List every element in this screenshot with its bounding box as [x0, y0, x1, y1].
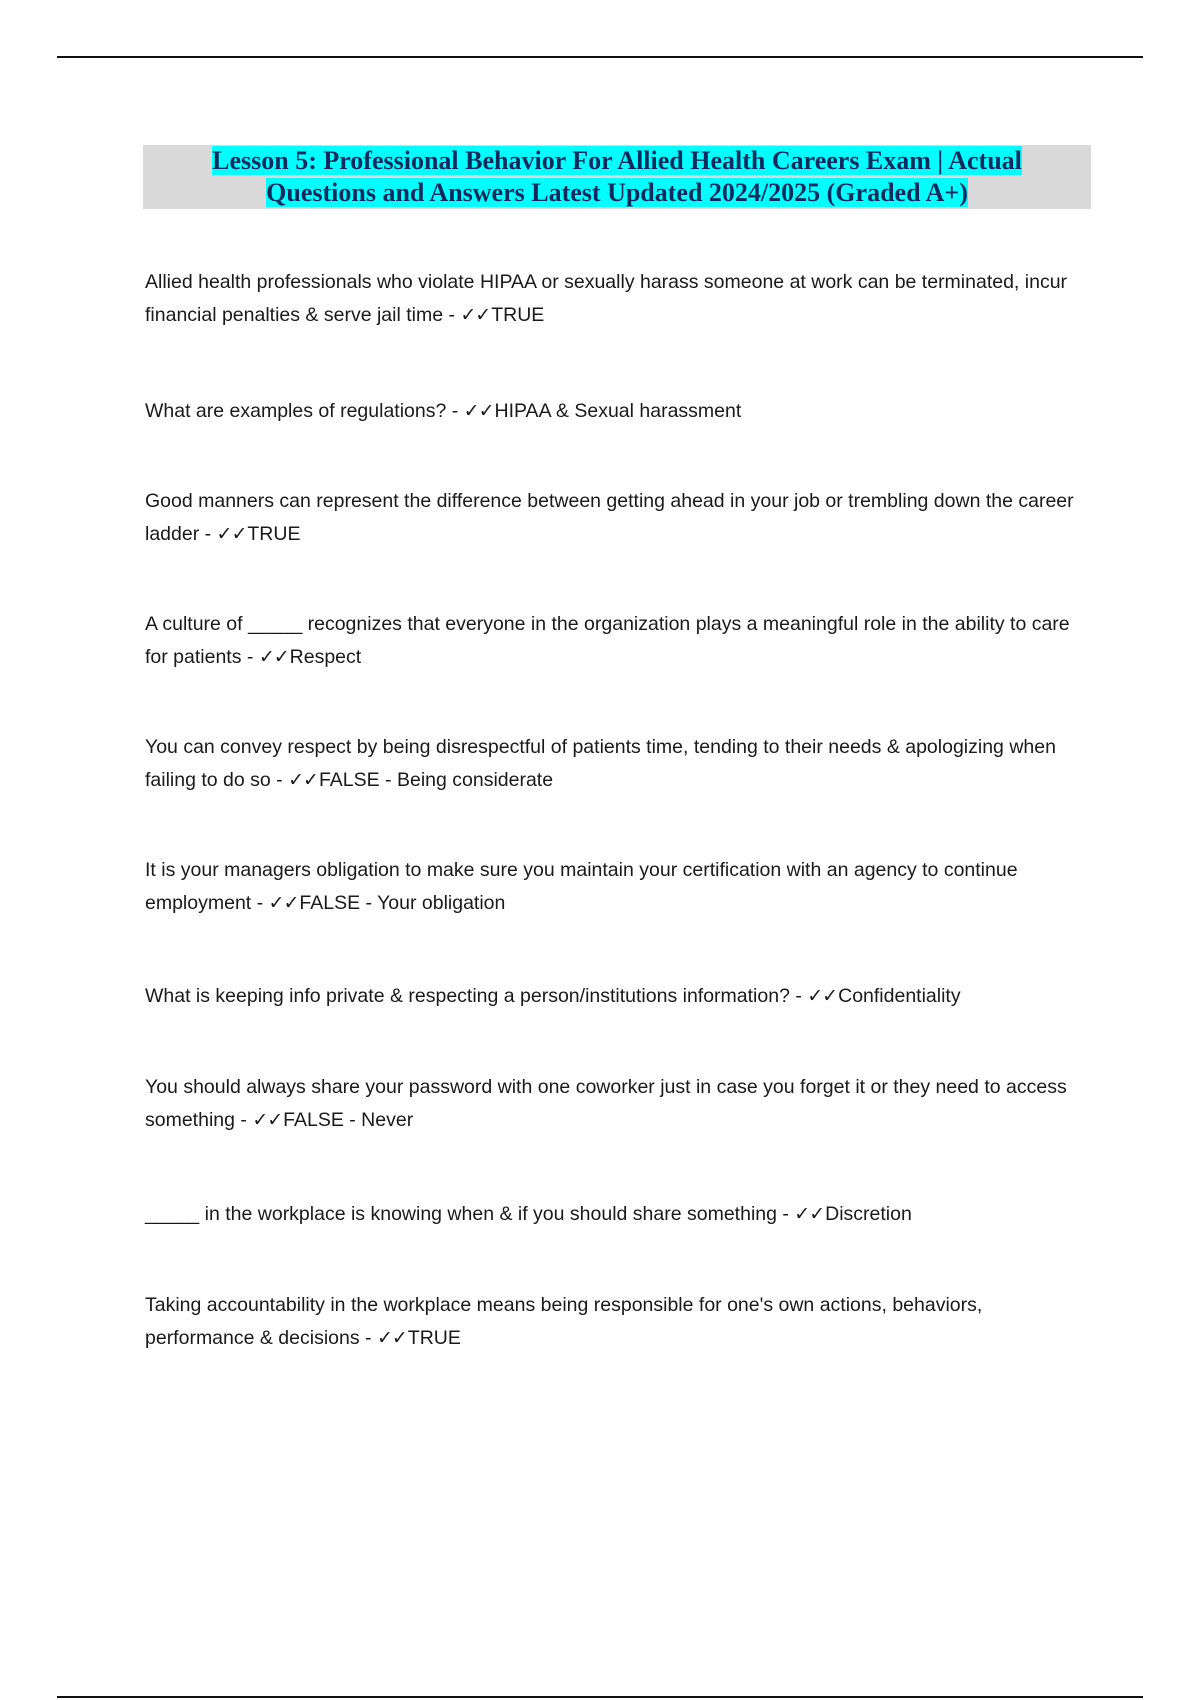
check-mark-icon: ✓✓: [463, 400, 494, 422]
answer-text: HIPAA & Sexual harassment: [494, 400, 742, 422]
title-banner: [143, 145, 1091, 209]
check-mark-icon: ✓✓: [460, 303, 491, 326]
check-mark-icon: ✓✓: [258, 645, 289, 668]
question-text: _____ in the workplace is knowing when & if you should share something -: [145, 1203, 795, 1225]
qa-item-6: [145, 854, 1075, 919]
qa-item-1: [145, 266, 1075, 331]
qa-item-3: [145, 485, 1075, 550]
top-divider: [57, 56, 1143, 58]
question-text: Allied health professionals who violate HIPAA or sexually harass someone at work can be terminated, incur financial penalties & serve jail time -: [145, 271, 1068, 326]
check-mark-icon: ✓✓: [376, 1326, 407, 1349]
answer-text: FALSE - Being considerate: [318, 768, 554, 791]
check-mark-icon: ✓✓: [807, 985, 838, 1007]
qa-item-7: [145, 980, 1075, 1013]
question-text: A culture of _____ recognizes that everyone in the organization plays a meaningful role in the ability to care for patients -: [145, 613, 1070, 668]
qa-item-2: [145, 395, 1075, 428]
bottom-divider: [57, 1696, 1143, 1698]
question-text: You can convey respect by being disrespectful of patients time, tending to their needs & apologizing when failing to do so -: [145, 736, 1056, 791]
question-text: You should always share your password with one coworker just in case you forget it or they need to access something -: [145, 1076, 1067, 1131]
check-mark-icon: ✓✓: [268, 891, 299, 914]
question-text: It is your managers obligation to make sure you maintain your certification with an agency to continue employment -: [145, 859, 1018, 914]
qa-item-9: [145, 1198, 1075, 1231]
question-text: Good manners can represent the difference between getting ahead in your job or trembling down the career ladder -: [145, 490, 1074, 545]
answer-text: FALSE - Your obligation: [299, 891, 506, 914]
qa-item-10: [145, 1289, 1075, 1354]
check-mark-icon: ✓✓: [252, 1108, 283, 1131]
answer-text: Respect: [289, 645, 362, 668]
question-text: Taking accountability in the workplace means being responsible for one's own actions, behaviors, performance & decisions -: [145, 1294, 983, 1349]
check-mark-icon: ✓✓: [288, 768, 318, 791]
answer-text: FALSE - Never: [283, 1108, 414, 1131]
qa-item-5: [145, 731, 1075, 796]
qa-item-8: [145, 1071, 1075, 1136]
answer-text: Confidentiality: [838, 985, 961, 1007]
document-title: Lesson 5: Professional Behavior For Allied Health Careers Exam | Actual Questions and Answers Latest Updated 2024/2025 (Graded A+): [212, 146, 1022, 207]
answer-text: TRUE: [247, 522, 301, 545]
check-mark-icon: ✓✓: [216, 522, 247, 545]
answer-text: Discretion: [825, 1203, 912, 1225]
question-text: What is keeping info private & respecting a person/institutions information? -: [145, 985, 808, 1007]
qa-item-4: [145, 608, 1075, 673]
answer-text: TRUE: [407, 1326, 461, 1349]
check-mark-icon: ✓✓: [794, 1203, 825, 1225]
answer-text: TRUE: [491, 303, 545, 326]
question-text: What are examples of regulations? -: [145, 400, 464, 422]
